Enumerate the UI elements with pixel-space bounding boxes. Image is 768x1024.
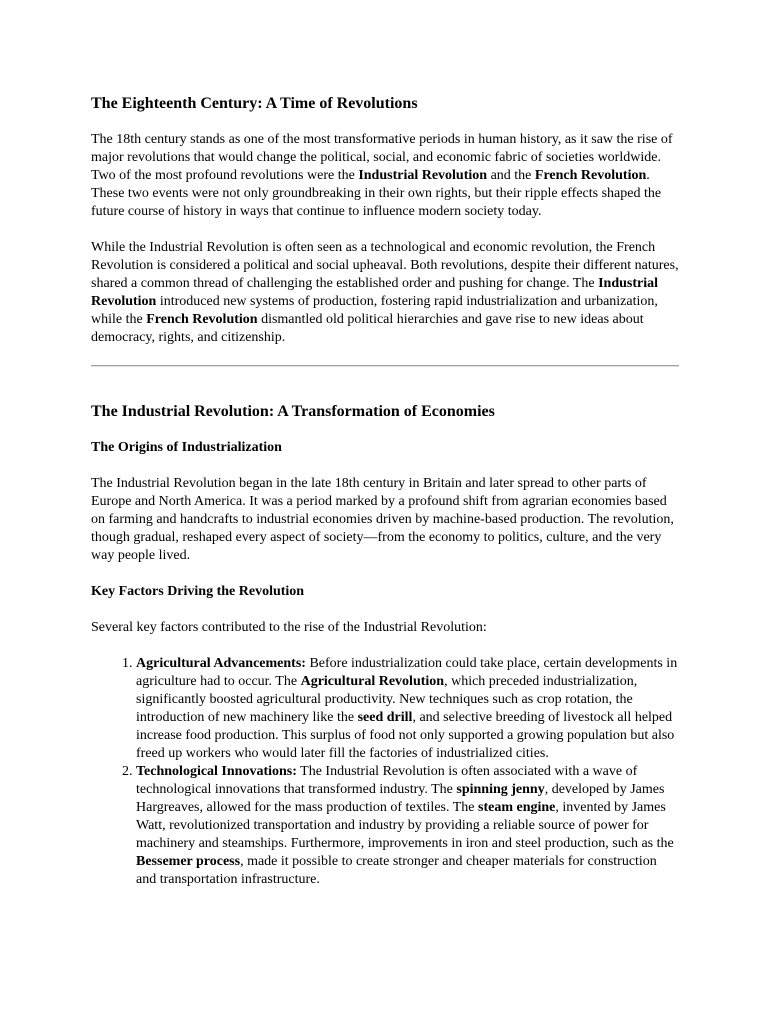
text-run: , invented by James Watt, revolutionized transportation and industry by providing a reliable source of power for machinery and steamships. Furthermore, improvements in iron and steel production, such as the [136,800,674,851]
text-run: The Industrial Revolution is often associated with a wave of technological innovations that transformed industry. The [136,764,638,797]
bold-term: spinning jenny [456,782,545,797]
list-item-label: Agricultural Advancements: [136,656,306,671]
bold-term: Industrial Revolution [358,168,488,183]
text-run: The 18th century stands as one of the most transformative periods in human history, as it saw the rise of major revolutions that would change the political, social, and economic fabric of societies worldwide. Two of the most profound revolutions were the [91,132,673,183]
text-run: . These two events were not only groundbreaking in their own rights, but their ripple effects shaped the future course of history in ways that continue to influence modern society today. [91,168,662,219]
bold-term: Agricultural Revolution [300,674,445,689]
factors-list [91,655,679,889]
text-run: , which preceded industrialization, significantly boosted agricultural productivity. New techniques such as crop rotation, the introduction of new machinery like the [136,674,638,725]
factors-intro: Several key factors contributed to the rise of the Industrial Revolution: [91,620,487,635]
subheading-key-factors: Key Factors Driving the Revolution [91,584,305,599]
bold-term: French Revolution [146,312,258,327]
subheading-origins: The Origins of Industrialization [91,440,282,455]
text-run: , and selective breeding of livestock all helped increase food production. This surplus of food not only supported a growing population but also freed up workers who would later fill the factories of industrialized cities. [136,710,675,761]
section-title-industrial-revolution: The Industrial Revolution: A Transformation of Economies [91,403,495,420]
origins-paragraph: The Industrial Revolution began in the late 18th century in Britain and later spread to other parts of Europe and North America. It was a period marked by a profound shift from agrarian economies based on farming and handcrafts to industrial economies driven by machine-based production. The revolution, though gradual, reshaped every aspect of society—from the economy to politics, culture, and the very way people lived. [91,476,674,563]
text-run: , made it possible to create stronger and cheaper materials for construction and transportation infrastructure. [136,854,657,887]
text-run: dismantled old political hierarchies and gave rise to new ideas about democracy, rights, and citizenship. [91,312,644,345]
section-divider [91,365,679,367]
text-run: introduced new systems of production, fostering rapid industrialization and urbanization, while the [91,294,658,327]
bold-term: Bessemer process [136,854,241,869]
bold-term: French Revolution [534,168,647,183]
text-run: and the [487,168,535,183]
bold-term: Industrial Revolution [91,276,658,309]
bold-term: steam engine [478,800,556,815]
bold-term: seed drill [357,710,413,725]
text-run: , developed by James Hargreaves, allowed for the mass production of textiles. The [136,782,665,815]
list-item [136,655,679,763]
document-content [91,84,679,889]
intro-paragraph-2 [91,239,679,347]
list-item [136,763,679,889]
section-title-eighteenth-century: The Eighteenth Century: A Time of Revolutions [91,95,418,112]
intro-paragraph-1 [91,131,679,221]
text-run: While the Industrial Revolution is often seen as a technological and economic revolution, the French Revolution is considered a political and social upheaval. Both revolutions, despite their different natures, shared a common thread of challenging the established order and pushing for change. The [91,240,679,291]
list-item-label: Technological Innovations: [136,764,297,779]
text-run: Before industrialization could take place, certain developments in agriculture had to occur. The [136,656,678,689]
